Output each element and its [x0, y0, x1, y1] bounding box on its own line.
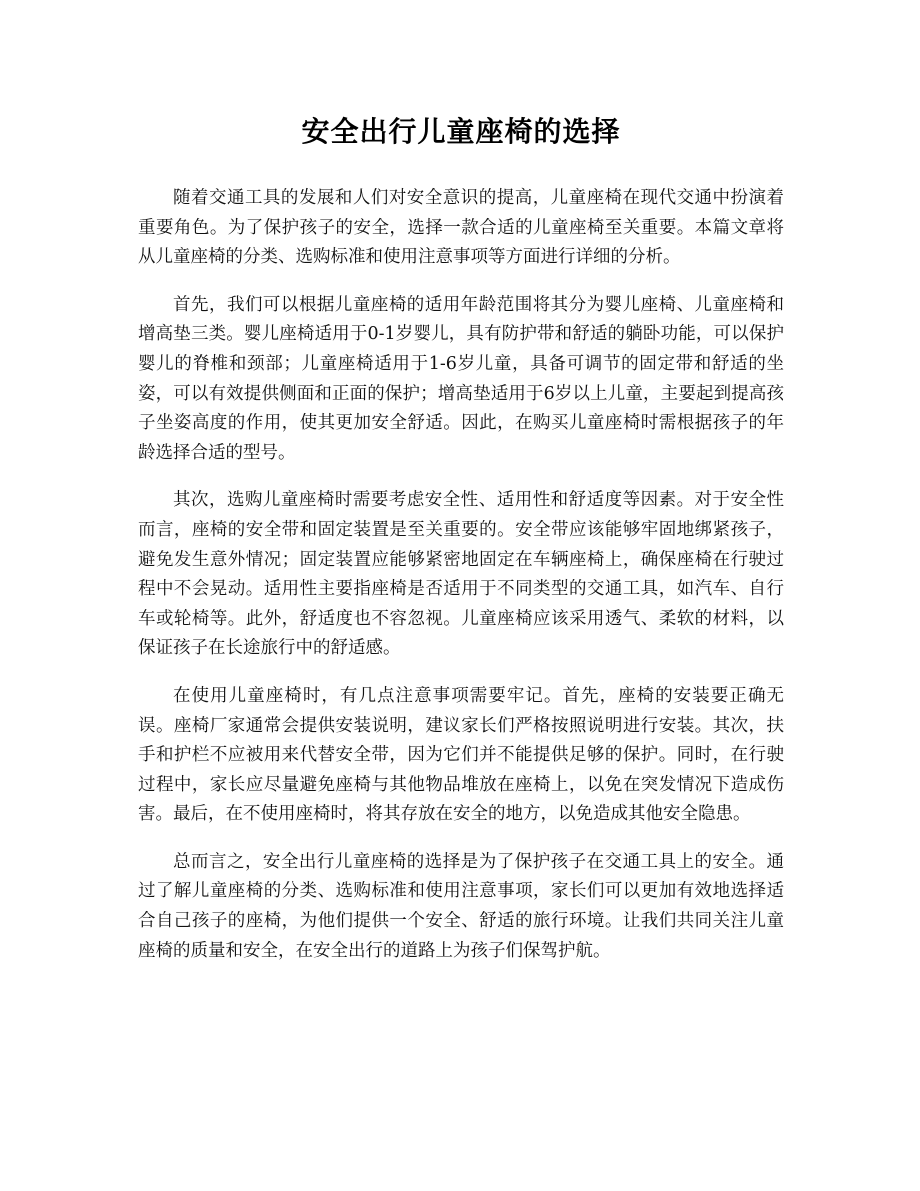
document-title: 安全出行儿童座椅的选择: [301, 115, 621, 148]
paragraph-classification: 首先，我们可以根据儿童座椅的适用年龄范围将其分为婴儿座椅、儿童座椅和增高垫三类。婴儿座椅适用于0-1岁婴儿，具有防护带和舒适的躺卧功能，可以保护婴儿的脊椎和颈部；儿童座椅适用于1-6岁儿童，具备可调节的固定带和舒适的坐姿，可以有效提供侧面和正面的保护；增高垫适用于6岁以上儿童，主要起到提高孩子坐姿高度的作用，使其更加安全舒适。因此，在购买儿童座椅时需根据孩子的年龄选择合适的型号。: [138, 294, 784, 463]
paragraph-intro: 随着交通工具的发展和人们对安全意识的提高，儿童座椅在现代交通中扮演着重要角色。为了保护孩子的安全，选择一款合适的儿童座椅至关重要。本篇文章将从儿童座椅的分类、选购标准和使用注意事项等方面进行详细的分析。: [138, 188, 784, 268]
paragraph-selection-criteria: 其次，选购儿童座椅时需要考虑安全性、适用性和舒适度等因素。对于安全性而言，座椅的安全带和固定装置是至关重要的。安全带应该能够牢固地绑紧孩子，避免发生意外情况；固定装置应能够紧密地固定在车辆座椅上，确保座椅在行驶过程中不会晃动。适用性主要指座椅是否适用于不同类型的交通工具，如汽车、自行车或轮椅等。此外，舒适度也不容忽视。儿童座椅应该采用透气、柔软的材料，以保证孩子在长途旅行中的舒适感。: [138, 490, 784, 659]
paragraph-conclusion: 总而言之，安全出行儿童座椅的选择是为了保护孩子在交通工具上的安全。通过了解儿童座椅的分类、选购标准和使用注意事项，家长们可以更加有效地选择适合自己孩子的座椅，为他们提供一个安全、舒适的旅行环境。让我们共同关注儿童座椅的质量和安全，在安全出行的道路上为孩子们保驾护航。: [138, 851, 784, 961]
paragraph-usage-notes: 在使用儿童座椅时，有几点注意事项需要牢记。首先，座椅的安装要正确无误。座椅厂家通常会提供安装说明，建议家长们严格按照说明进行安装。其次，扶手和护栏不应被用来代替安全带，因为它们并不能提供足够的保护。同时，在行驶过程中，家长应尽量避免座椅与其他物品堆放在座椅上，以免在突发情况下造成伤害。最后，在不使用座椅时，将其存放在安全的地方，以免造成其他安全隐患。: [138, 685, 784, 825]
